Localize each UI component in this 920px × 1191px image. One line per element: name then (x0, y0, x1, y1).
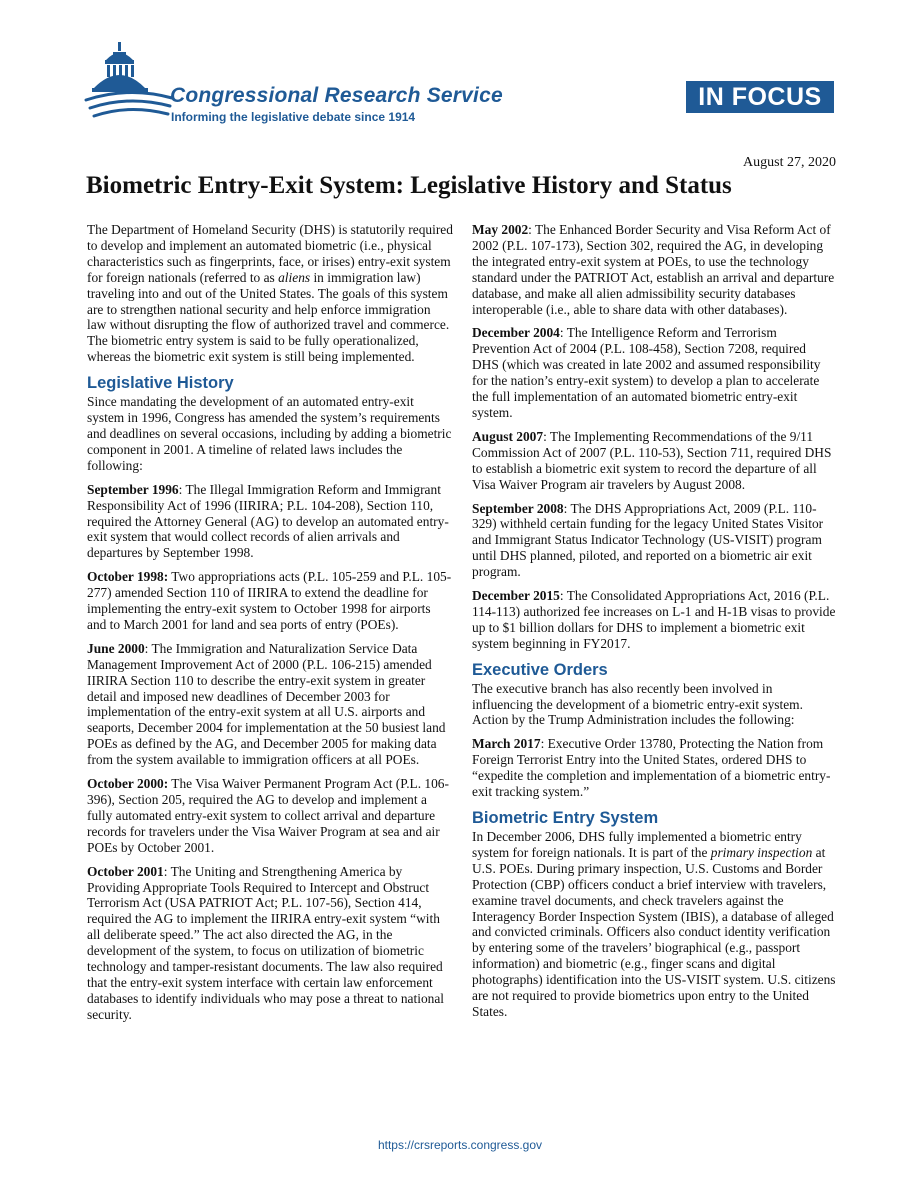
timeline-text: : The Consolidated Appropriations Act, 2016 (P.L. 114-113) authorized fee increases on L-1 and H-1B visas to provide up to $1 billion dollars for DHS to implement a biometric exit system beginning in FY2017. (472, 588, 836, 651)
intro-em: aliens (278, 269, 311, 285)
executive-date: March 2017 (472, 736, 541, 752)
left-column (87, 222, 453, 1031)
timeline-text: : The Intelligence Reform and Terrorism Prevention Act of 2004 (P.L. 108-458), Section 7208, required DHS (which was created in late 2002 and assumed responsibility for the nation’s entry-exit system) to develop a plan to accelerate the full implementation of an automated biometric entry-exit system. (472, 325, 821, 420)
intro-text-1: The Department of Homeland Security (DHS) is statutorily required to develop and implement an automated biometric (i.e., physical characteristics such as fingerprints, face, or irises) entry-exit system for foreign nationals (referred to as (87, 222, 453, 285)
org-tagline: Informing the legislative debate since 1914 (171, 110, 416, 124)
executive-intro: The executive branch has also recently been involved in influencing the development of a biometric entry-exit system. Action by the Trump Administration includes the following: (472, 680, 803, 728)
legislative-intro: Since mandating the development of an automated entry-exit system in 1996, Congress has amended the system’s requirements and deadlines on several occasions, including by adding a biometric component in 2001. A timeline of related laws includes the following: (87, 394, 452, 473)
timeline-entry (472, 501, 836, 581)
timeline-text: : The Illegal Immigration Reform and Immigrant Responsibility Act of 1996 (IIRIRA; P.L. 104-208), Section 110, required the Attorney General (AG) to develop an automated entry-exit system that would collect records of alien arrivals and departures by September 1998. (87, 481, 449, 561)
biometric-entry-text-2: at U.S. POEs. During primary inspection, U.S. Customs and Border Protection (CBP) officers conduct a brief interview with travelers, examine travel documents, and check travelers against the Interagency Border Inspection System (IBIS), a database of alleged and convicted criminals. Officers also conduct identity verification by entering some of the travelers’ biographical (e.g., passport information) and biometric (e.g., finger scans and digital photographs) identification into the US-VISIT system. U.S. citizens are not required to provide biometrics upon entry to the United States. (472, 844, 836, 1019)
timeline-entry (472, 222, 836, 317)
biometric-entry-heading: Biometric Entry System (472, 809, 659, 827)
timeline-entry (472, 588, 836, 652)
intro-text-2: in immigration law) traveling into and out of the United States. The goals of this system are to strengthen national security and help enforce immigration law without disrupting the flow of authorized travel and commerce. The biometric entry system is said to be fully operationalized, whereas the biometric exit system is still being implemented. (87, 269, 450, 365)
timeline-entry (87, 482, 453, 562)
timeline-date: September 1996 (87, 481, 179, 497)
executive-entry (472, 736, 836, 800)
timeline-date: May 2002 (472, 222, 529, 237)
org-name: Congressional Research Service (170, 84, 503, 107)
timeline-text: The Visa Waiver Permanent Program Act (P.L. 106-396), Section 205, required the AG to develop and implement a fully automated entry-exit system to collect arrival and departure records for travelers under the Visa Waiver Program at sea and air POEs by October 2001. (87, 776, 449, 855)
timeline-entry (87, 864, 453, 1023)
biometric-entry-em: primary inspection (710, 844, 813, 860)
publication-date: August 27, 2020 (743, 155, 836, 170)
capitol-dome-logo (84, 40, 174, 122)
timeline-date: August 2007 (472, 428, 544, 444)
timeline-entry (472, 325, 836, 420)
timeline-date: December 2004 (472, 325, 560, 341)
timeline-entry (87, 776, 453, 856)
timeline-date: December 2015 (472, 588, 560, 604)
timeline-text: Two appropriations acts (P.L. 105-259 and P.L. 105-277) amended Section 110 of IIRIRA to extend the deadline for implementing the entry-exit system to October 1998 for airports and to March 2001 for land and sea ports of entry (POEs). (87, 569, 452, 632)
intro-paragraph (87, 222, 453, 365)
timeline-text: : The DHS Appropriations Act, 2009 (P.L. 110-329) withheld certain funding for the legacy United States Visitor and Immigrant Status Indicator Technology (US-VISIT) program until DHS planned, piloted, and reported on a biometric air exit program. (472, 500, 824, 580)
legislative-history-heading: Legislative History (87, 374, 234, 393)
page-title: Biometric Entry-Exit System: Legislative History and Status (86, 172, 732, 199)
biometric-entry-paragraph (472, 829, 836, 1020)
timeline-date: June 2000 (87, 640, 145, 656)
timeline-entry (472, 429, 836, 493)
timeline-date: October 2000: (87, 776, 169, 792)
footer-url[interactable]: https://crsreports.congress.gov (377, 1138, 543, 1152)
timeline-date: October 1998: (87, 569, 169, 585)
timeline-entry (87, 569, 453, 633)
timeline-date: September 2008 (472, 500, 564, 516)
in-focus-badge: IN FOCUS (686, 81, 834, 113)
timeline-date: October 2001 (87, 863, 164, 879)
page-header (0, 0, 920, 140)
timeline-text: : The Uniting and Strengthening America by Providing Appropriate Tools Required to Intercept and Obstruct Terrorism Act (USA PATRIOT Act; P.L. 107-56), Section 414, required the AG to implement the IIRIRA entry-exit system “with all deliberate speed.” The act also directed the AG, in the development of the system, to focus on utilization of biometric technology and tamper-resistant documents. The law also required that the entry-exit system interface with certain law enforcement databases to identify individuals who may pose a threat to national security. (87, 863, 444, 1022)
right-column (472, 222, 836, 1028)
timeline-text: : The Enhanced Border Security and Visa Reform Act of 2002 (P.L. 107-173), Section 302, required the AG, in developing the integrated entry-exit system at POEs, to use the technology standard under the PATRIOT Act, establish an arrival and departure database, and make all alien admissibility security databases interoperable (i.e., able to share data with other databases). (472, 222, 835, 317)
biometric-entry-text-1: In December 2006, DHS fully implemented a biometric entry system for foreign nationals. It is part of the (472, 829, 802, 860)
executive-text: : Executive Order 13780, Protecting the Nation from Foreign Terrorist Entry into the United States, ordered DHS to “expedite the completion and implementation of a biometric entry-exit tracking system.” (472, 736, 831, 800)
timeline-text: : The Immigration and Naturalization Service Data Management Improvement Act of 2000 (P.L. 106-215) amended IIRIRA Section 110 to describe the entry-exit system in greater detail and imposed new deadlines of December 2003 for implementation of the entry-exit system at all U.S. airports and seaports, December 2004 for implementation at the 50 busiest land POEs as defined by the AG, and December 2005 for making data from the system available to immigration officers at all POEs. (87, 640, 446, 768)
timeline-entry (87, 641, 453, 768)
executive-orders-heading: Executive Orders (472, 660, 608, 679)
timeline-text: : The Implementing Recommendations of the 9/11 Commission Act of 2007 (P.L. 110-53), Section 711, required DHS to establish a biometric exit system to record the departure of all Visa Waiver Program air travelers by August 2008. (472, 428, 832, 492)
